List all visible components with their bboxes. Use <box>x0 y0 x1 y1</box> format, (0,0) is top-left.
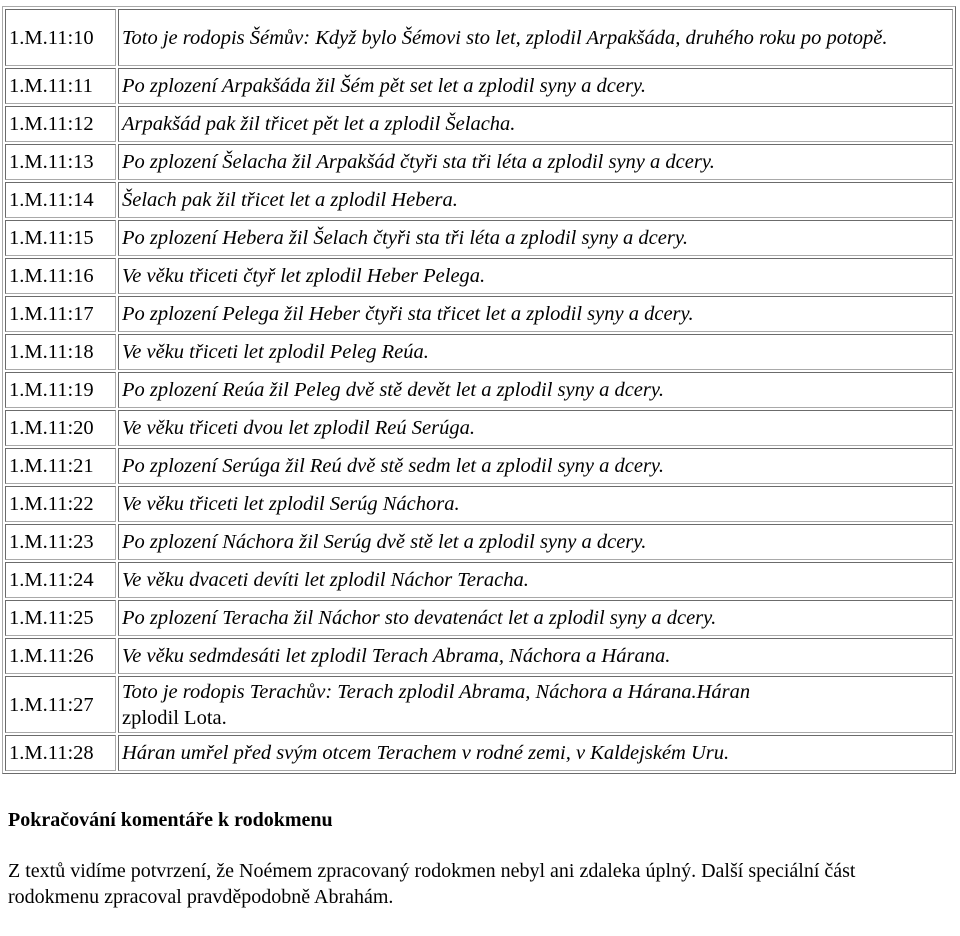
verse-ref: 1.M.11:24 <box>5 562 116 598</box>
verse-text <box>118 676 953 733</box>
verse-ref: 1.M.11:28 <box>5 735 116 771</box>
verse-text: Po zplození Serúga žil Reú dvě stě sedm let a zplodil syny a dcery. <box>118 448 953 484</box>
verse-ref: 1.M.11:12 <box>5 106 116 142</box>
verse-text: Šelach pak žil třicet let a zplodil Hebera. <box>118 182 953 218</box>
table-row <box>5 258 953 294</box>
verse-text: Ve věku třiceti let zplodil Serúg Náchora. <box>118 486 953 522</box>
verse-ref: 1.M.11:10 <box>5 9 116 66</box>
verse-text: Po zplození Náchora žil Serúg dvě stě let a zplodil syny a dcery. <box>118 524 953 560</box>
verse-text-italic: Toto je rodopis Terachův: Terach zplodil Abrama, Náchora a Hárana.Háran <box>122 680 751 703</box>
verse-text-tail: zplodil Lota. <box>122 706 227 729</box>
verse-text: Toto je rodopis Šémův: Když bylo Šémovi sto let, zplodil Arpakšáda, druhého roku po potopě. <box>118 9 953 66</box>
verse-ref: 1.M.11:17 <box>5 296 116 332</box>
table-row <box>5 562 953 598</box>
verse-ref: 1.M.11:25 <box>5 600 116 636</box>
table-row <box>5 334 953 370</box>
verse-ref: 1.M.11:19 <box>5 372 116 408</box>
table-row <box>5 524 953 560</box>
table-row <box>5 372 953 408</box>
verse-text: Po zplození Teracha žil Náchor sto devatenáct let a zplodil syny a dcery. <box>118 600 953 636</box>
verse-text: Arpakšád pak žil třicet pět let a zplodil Šelacha. <box>118 106 953 142</box>
table-row <box>5 735 953 771</box>
verse-ref: 1.M.11:15 <box>5 220 116 256</box>
verse-ref: 1.M.11:21 <box>5 448 116 484</box>
table-row <box>5 448 953 484</box>
verse-ref: 1.M.11:26 <box>5 638 116 674</box>
verse-text: Po zplození Šelacha žil Arpakšád čtyři sta tři léta a zplodil syny a dcery. <box>118 144 953 180</box>
table-row <box>5 638 953 674</box>
table-row <box>5 182 953 218</box>
table-row <box>5 600 953 636</box>
verse-ref: 1.M.11:13 <box>5 144 116 180</box>
table-row <box>5 486 953 522</box>
table-row <box>5 9 953 66</box>
table-row <box>5 106 953 142</box>
verse-table <box>2 6 956 774</box>
verse-text: Háran umřel před svým otcem Terachem v rodné zemi, v Kaldejském Uru. <box>118 735 953 771</box>
comment-paragraph: Z textů vidíme potvrzení, že Noémem zpracovaný rodokmen nebyl ani zdaleka úplný. Další speciální část rodokmenu zpracoval pravděpodobně Abrahám. <box>8 860 856 908</box>
verse-ref: 1.M.11:22 <box>5 486 116 522</box>
verse-ref: 1.M.11:20 <box>5 410 116 446</box>
verse-ref: 1.M.11:14 <box>5 182 116 218</box>
table-row <box>5 68 953 104</box>
section-heading: Pokračování komentáře k rodokmenu <box>8 809 333 831</box>
table-row <box>5 144 953 180</box>
verse-text: Po zplození Pelega žil Heber čtyři sta třicet let a zplodil syny a dcery. <box>118 296 953 332</box>
verse-ref: 1.M.11:11 <box>5 68 116 104</box>
verse-text: Ve věku dvaceti devíti let zplodil Náchor Teracha. <box>118 562 953 598</box>
verse-ref: 1.M.11:23 <box>5 524 116 560</box>
verse-ref: 1.M.11:16 <box>5 258 116 294</box>
verse-ref: 1.M.11:18 <box>5 334 116 370</box>
verse-text: Ve věku sedmdesáti let zplodil Terach Abrama, Náchora a Hárana. <box>118 638 953 674</box>
verse-text: Ve věku třiceti let zplodil Peleg Reúa. <box>118 334 953 370</box>
table-row <box>5 296 953 332</box>
verse-ref: 1.M.11:27 <box>5 676 116 733</box>
table-row <box>5 410 953 446</box>
verse-text: Po zplození Arpakšáda žil Šém pět set let a zplodil syny a dcery. <box>118 68 953 104</box>
verse-text: Po zplození Hebera žil Šelach čtyři sta tři léta a zplodil syny a dcery. <box>118 220 953 256</box>
verse-text: Po zplození Reúa žil Peleg dvě stě devět let a zplodil syny a dcery. <box>118 372 953 408</box>
table-row <box>5 676 953 733</box>
verse-text: Ve věku třiceti čtyř let zplodil Heber Pelega. <box>118 258 953 294</box>
verse-text: Ve věku třiceti dvou let zplodil Reú Serúga. <box>118 410 953 446</box>
table-row <box>5 220 953 256</box>
